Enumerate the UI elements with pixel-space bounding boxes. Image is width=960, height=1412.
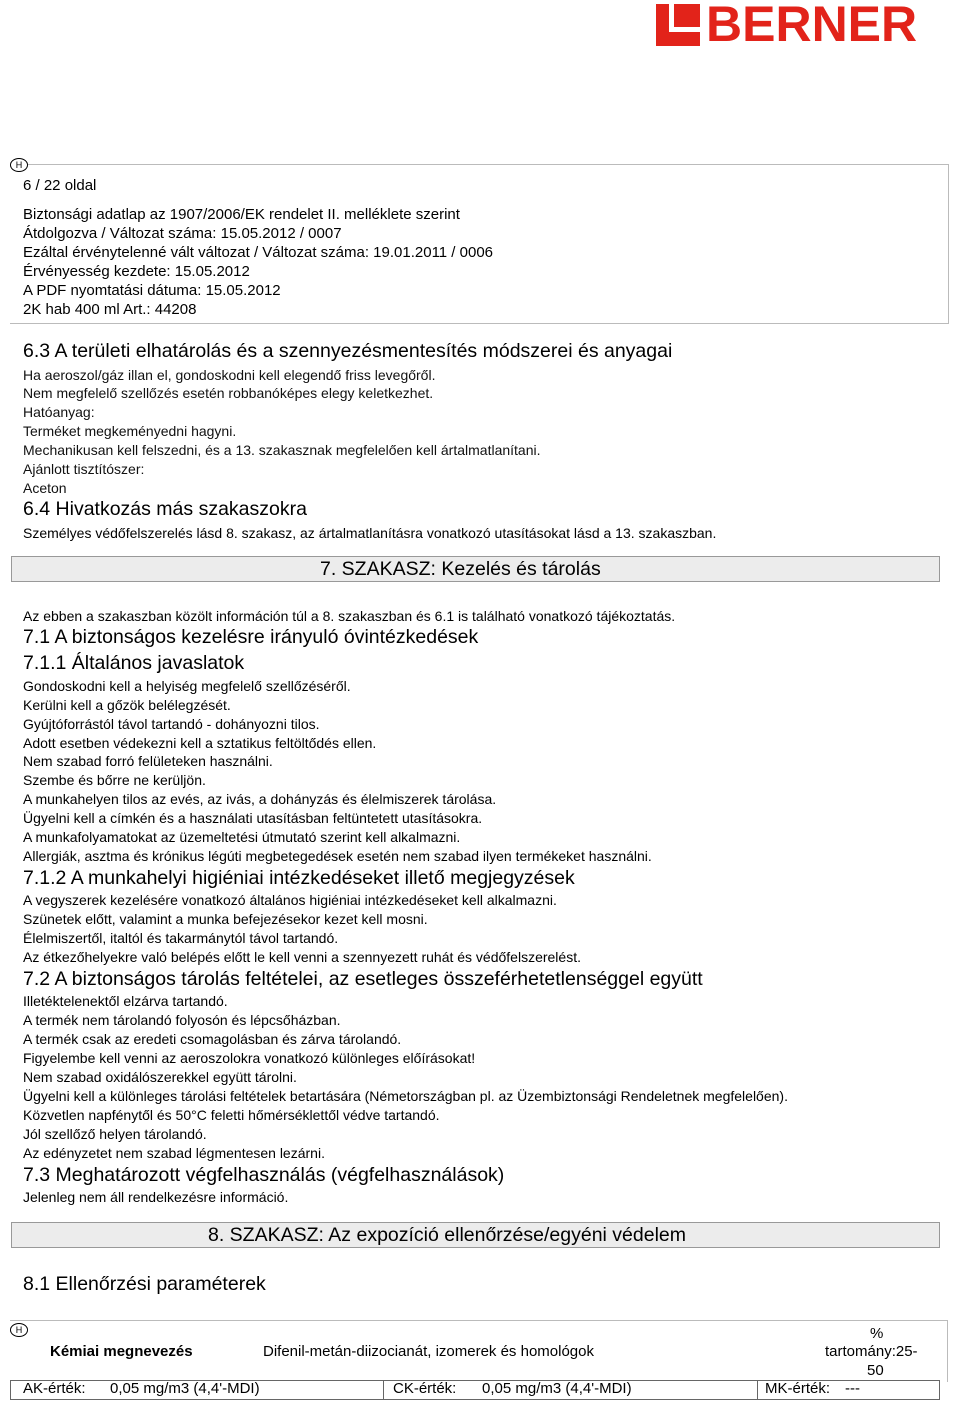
section-7-bar (11, 556, 940, 582)
section-8-1-title: 8.1 Ellenőrzési paraméterek (23, 1273, 266, 1295)
header-line: Érvényesség kezdete: 15.05.2012 (23, 263, 250, 280)
text-line: Adott esetben védekezni kell a sztatikus feltöltődés ellen. (23, 735, 377, 751)
text-line: Terméket megkeményedni hagyni. (23, 423, 237, 439)
header-line: Ezáltal érvénytelenné vált változat / Változat száma: 19.01.2011 / 0006 (23, 244, 494, 261)
section-7-1-1-title: 7.1.1 Általános javaslatok (23, 652, 245, 674)
text-line: A munkahelyen tilos az evés, az ivás, a dohányzás és élelmiszerek tárolása. (23, 791, 497, 807)
text-line: Nem megfelelő szellőzés esetén robbanóképes elegy keletkezhet. (23, 385, 434, 401)
section-7-3-title: 7.3 Meghatározott végfelhasználás (végfelhasználások) (23, 1164, 505, 1186)
text-line: A vegyszerek kezelésére vonatkozó általános higiéniai intézkedéseket kell alkalmazni. (23, 892, 557, 908)
section-7-title: 7. SZAKASZ: Kezelés és tárolás (320, 558, 601, 580)
percent-range-value: 50 (867, 1362, 884, 1379)
berner-logo (656, 0, 960, 52)
header-line: Biztonsági adatlap az 1907/2006/EK rendelet II. melléklete szerint (23, 206, 460, 223)
text-line: Ügyelni kell a különleges tárolási feltételek betartására (Németországban pl. az Üzembiztonsági Rendeletnek megfelelően). (23, 1088, 788, 1104)
chemical-name-value: Difenil-metán-diizocianát, izomerek és homológok (263, 1343, 594, 1360)
logo-wordmark: BERNER (706, 0, 918, 52)
text-line: Szünetek előtt, valamint a munka befejezésekor kezet kell mosni. (23, 911, 428, 927)
text-line: Kerülni kell a gőzök belélegzését. (23, 697, 231, 713)
text-line: Nem szabad oxidálószerekkel együtt tárolni. (23, 1069, 297, 1085)
text-line: A termék csak az eredeti csomagolásban és zárva tárolandó. (23, 1031, 402, 1047)
logo-mark (656, 4, 700, 46)
text-line: A munkafolyamatokat az üzemeltetési útmutató szerint kell alkalmazni. (23, 829, 461, 845)
text-line: Az ebben a szakaszban közölt információn túl a 8. szakaszban és 6.1 is található vonatkozó tájékoztatás. (23, 608, 676, 624)
text-line: Gondoskodni kell a helyiség megfelelő szellőzéséről. (23, 678, 351, 694)
header-line: 2K hab 400 ml Art.: 44208 (23, 301, 197, 318)
text-line: Aceton (23, 480, 67, 496)
section-8-title: 8. SZAKASZ: Az expozíció ellenőrzése/egyéni védelem (208, 1224, 686, 1246)
text-line: Gyújtóforrástól távol tartandó - dohányozni tilos. (23, 716, 320, 732)
percent-range-label: tartomány:25- (825, 1343, 918, 1360)
text-line: Szembe és bőrre ne kerüljön. (23, 772, 206, 788)
text-line: Figyelembe kell venni az aeroszolokra vonatkozó különleges előírásokat! (23, 1050, 476, 1066)
section-7-2-title: 7.2 A biztonságos tárolás feltételei, az esetleges összeférhetetlenséggel együtt (23, 968, 703, 990)
text-line: Jelenleg nem áll rendelkezésre információ. (23, 1189, 289, 1205)
text-line: Közvetlen napfénytől és 50°C feletti hőmérséklettől védve tartandó. (23, 1107, 440, 1123)
text-line: Allergiák, asztma és krónikus légúti megbetegedések esetén nem szabad ilyen termékeket használni. (23, 848, 652, 864)
mk-value: --- (845, 1380, 860, 1397)
mk-label: MK-érték: (765, 1380, 831, 1397)
ak-label: AK-érték: (23, 1380, 86, 1397)
ck-value: 0,05 mg/m3 (4,4'-MDI) (482, 1380, 632, 1397)
text-line: Ajánlott tisztítószer: (23, 461, 145, 477)
section-6-3-title: 6.3 A területi elhatárolás és a szennyezésmentesítés módszerei és anyagai (23, 340, 673, 362)
header-line: Átdolgozva / Változat száma: 15.05.2012 / 0007 (23, 225, 342, 242)
section-8-bar (11, 1222, 940, 1248)
text-line: Az edényzetet nem szabad légmentesen lezárni. (23, 1145, 325, 1161)
section-7-1-title: 7.1 A biztonságos kezelésre irányuló óvintézkedések (23, 626, 479, 648)
section-6-4-title: 6.4 Hivatkozás más szakaszokra (23, 498, 307, 520)
chemical-name-label: Kémiai megnevezés (50, 1343, 193, 1360)
text-line: Személyes védőfelszerelés lásd 8. szakasz, az ártalmatlanításra vonatkozó utasításokat lásd a 13. szakaszban. (23, 525, 717, 541)
text-line: A termék nem tárolandó folyosón és lépcsőházban. (23, 1012, 341, 1028)
section-7-1-2-title: 7.1.2 A munkahelyi higiéniai intézkedéseket illető megjegyzések (23, 867, 575, 889)
text-line: Illetéktelenektől elzárva tartandó. (23, 993, 228, 1009)
page-number: 6 / 22 oldal (23, 177, 97, 194)
text-line: Mechanikusan kell felszedni, és a 13. szakasznak megfelelően kell ártalmatlanítani. (23, 442, 541, 458)
text-line: Élelmiszertől, italtól és takarmánytól távol tartandó. (23, 930, 339, 946)
text-line: Ha aeroszol/gáz illan el, gondoskodni kell elegendő friss levegőről. (23, 367, 436, 383)
text-line: Nem szabad forró felületeken használni. (23, 753, 273, 769)
text-line: Ügyelni kell a címkén és a használati utasításban feltüntetett utasításokra. (23, 810, 483, 826)
percent-sign: % (870, 1325, 884, 1342)
text-line: Hatóanyag: (23, 404, 95, 420)
revision-marker: H (10, 158, 28, 172)
header-line: A PDF nyomtatási dátuma: 15.05.2012 (23, 282, 281, 299)
ak-value: 0,05 mg/m3 (4,4'-MDI) (110, 1380, 260, 1397)
revision-marker: H (10, 1323, 28, 1337)
text-line: Az étkezőhelyekre való belépés előtt le kell venni a szennyezett ruhát és védőfelszerelést. (23, 949, 581, 965)
ck-label: CK-érték: (393, 1380, 457, 1397)
text-line: Jól szellőző helyen tárolandó. (23, 1126, 207, 1142)
